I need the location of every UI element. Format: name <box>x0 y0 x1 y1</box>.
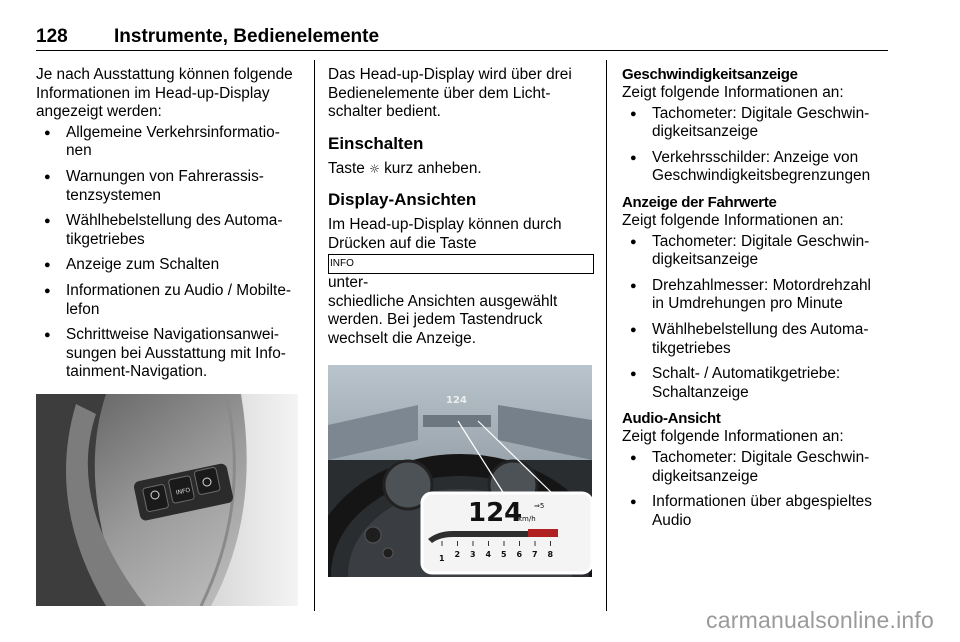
hud-tick-label: 4 <box>485 549 492 559</box>
hud-tick-label: 3 <box>470 549 476 559</box>
switch-panel-photo <box>36 394 298 612</box>
header-rule <box>36 50 888 51</box>
column-divider-2 <box>606 60 607 611</box>
section-list <box>622 449 888 530</box>
watermark-link[interactable]: carmanualsonline.info <box>706 607 934 633</box>
section-title: Anzeige der Fahrwerte <box>622 193 777 211</box>
column-2 <box>328 66 594 582</box>
section-lead: Zeigt folgende Informationen an: <box>622 428 844 446</box>
section-title: Geschwindigkeitsanzeige <box>622 66 798 83</box>
hud-photo <box>328 365 594 583</box>
hud-tick-label: 1 <box>439 553 445 563</box>
page-title: Instrumente, Bedienelemente <box>114 26 380 47</box>
heading-display-ansichten: Display-Ansichten <box>328 190 477 210</box>
page-number: 128 <box>36 26 68 47</box>
list-item: ● Schalt- / Automatikgetriebe: Schaltanzeige <box>622 365 888 402</box>
intro-paragraph: Das Head-up-Display wird über drei Bedienelemente über dem Licht- schalter bedient. <box>328 66 572 121</box>
hud-gear: ⇒5 <box>534 501 545 510</box>
light-icon: ☼ <box>369 161 380 176</box>
list-item: ● Tachometer: Digitale Geschwin- digkeitsanzeige <box>622 105 888 142</box>
page-header <box>36 26 888 50</box>
list-item: ● Drehzahlmesser: Motordrehzahl in Umdrehungen pro Minute <box>622 277 888 314</box>
list-item: ● Allgemeine Verkehrsinformatio- nen <box>36 124 298 161</box>
heading-einschalten: Einschalten <box>328 133 424 153</box>
list-item: ● Wählhebelstellung des Automa- tikgetriebes <box>622 321 888 358</box>
info-list <box>36 124 298 382</box>
info-label: INFO <box>175 486 191 497</box>
hud-illustration <box>328 365 592 577</box>
hud-speed: 124 <box>468 497 523 528</box>
list-item: ● Tachometer: Digitale Geschwin- digkeitsanzeige <box>622 233 888 270</box>
list-item: ● Schrittweise Navigationsanwei- sungen bei Ausstattung mit Info- tainment-Navigation. <box>36 326 298 382</box>
list-item: ● Warnungen von Fahrerassis- tenzsystemen <box>36 168 298 205</box>
section-list <box>622 233 888 403</box>
section-lead: Zeigt folgende Informationen an: <box>622 211 844 229</box>
column-divider-1 <box>314 60 315 611</box>
list-item: ● Wählhebelstellung des Automa- tikgetriebes <box>36 212 298 249</box>
hud-unit: km/h <box>518 514 536 523</box>
hud-tick-label: 2 <box>454 549 461 559</box>
intro-paragraph: Je nach Ausstattung können folgende Informationen im Head-up-Display angezeigt werden: <box>36 66 293 121</box>
views-paragraph: Im Head-up-Display können durch Drücken auf die Taste INFO unter- schiedliche Ansichten ausgewählt werden. Bei jedem Tastendruck wechselt die Anzeige. <box>328 216 594 348</box>
list-item: ● Informationen zu Audio / Mobilte- lefon <box>36 282 298 319</box>
section-lead: Zeigt folgende Informationen an: <box>622 84 844 101</box>
list-item: ● Informationen über abgespieltes Audio <box>622 493 888 530</box>
list-item: ● Tachometer: Digitale Geschwin- digkeitsanzeige <box>622 449 888 486</box>
list-item: ● Anzeige zum Schalten <box>36 256 298 275</box>
einschalten-text: Taste ☼ kurz anheben. <box>328 159 482 177</box>
section-title: Audio-Ansicht <box>622 410 721 428</box>
list-item: ● Verkehrsschilder: Anzeige von Geschwindigkeitsbegrenzungen <box>622 149 888 186</box>
column-1 <box>36 66 298 612</box>
hud-tick-label: 8 <box>547 549 554 559</box>
info-icon: INFO <box>328 254 594 275</box>
hud-tick-label: 6 <box>516 549 523 559</box>
hud-tick-label: 5 <box>501 549 507 559</box>
switch-panel-illustration <box>36 394 298 606</box>
hud-small-speed: 124 <box>446 394 467 406</box>
section-list <box>622 105 888 186</box>
column-3 <box>622 66 888 537</box>
hud-tick-label: 7 <box>532 549 538 559</box>
